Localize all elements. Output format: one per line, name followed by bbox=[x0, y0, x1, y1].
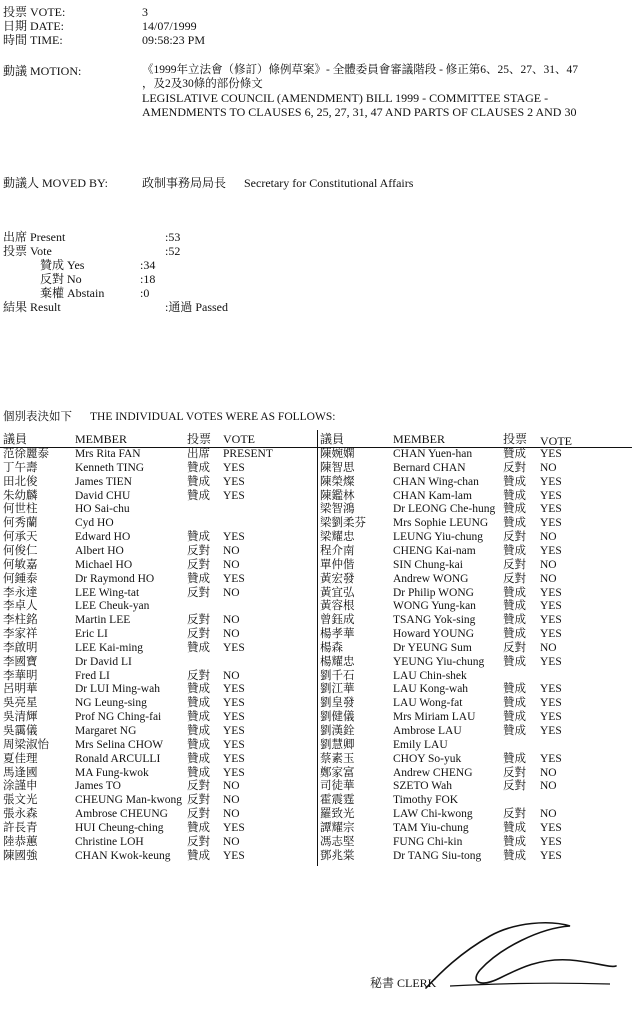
member-name-zh: 單仲偕 bbox=[320, 558, 355, 571]
member-name-zh: 何承天 bbox=[3, 531, 38, 544]
member-name-en: Ronald ARCULLI bbox=[75, 752, 161, 765]
vote-en: YES bbox=[540, 628, 562, 641]
member-name-zh: 李啟明 bbox=[3, 641, 38, 654]
vote-en: YES bbox=[223, 683, 245, 696]
member-name-en: Cyd HO bbox=[75, 517, 114, 530]
member-name-en: James TIEN bbox=[75, 475, 132, 488]
vote-en: NO bbox=[540, 808, 557, 821]
vote-zh: 贊成 bbox=[187, 725, 210, 737]
vote-en: YES bbox=[223, 725, 245, 737]
vote-number: 3 bbox=[142, 5, 148, 19]
member-name-zh: 羅致光 bbox=[320, 808, 355, 821]
vote-zh: 反對 bbox=[187, 835, 210, 848]
motion-line: ，及2及30條的部份條文 bbox=[142, 78, 263, 90]
vote-zh: 反對 bbox=[503, 531, 526, 544]
vote-zh: 贊成 bbox=[503, 849, 526, 862]
member-name-en: Emily LAU bbox=[393, 738, 448, 751]
moved-by-en: Secretary for Constitutional Affairs bbox=[244, 176, 414, 190]
col-member-en-left: MEMBER bbox=[75, 432, 128, 446]
vote-zh: 贊成 bbox=[503, 697, 526, 710]
member-name-zh: 霍震霆 bbox=[320, 794, 355, 807]
vote-zh: 贊成 bbox=[187, 711, 210, 724]
member-name-en: MA Fung-kwok bbox=[75, 766, 149, 779]
vote-zh: 反對 bbox=[187, 808, 210, 821]
member-name-en: YEUNG Yiu-chung bbox=[393, 655, 485, 668]
member-name-en: Eric LI bbox=[75, 628, 108, 641]
vote-en: YES bbox=[540, 683, 562, 696]
vote-en: YES bbox=[223, 461, 245, 474]
vote-en: YES bbox=[223, 489, 245, 502]
vote-en: YES bbox=[540, 600, 562, 613]
member-name-en: WONG Yung-kan bbox=[393, 600, 476, 613]
motion-line: AMENDMENTS TO CLAUSES 6, 25, 27, 31, 47 AND PARTS OF CLAUSES 2 AND 30 bbox=[142, 105, 577, 119]
member-name-zh: 劉千石 bbox=[320, 669, 355, 682]
member-name-zh: 李華明 bbox=[3, 669, 38, 682]
vote-en: NO bbox=[540, 572, 557, 585]
vote-en: YES bbox=[540, 835, 562, 848]
vote-zh: 贊成 bbox=[503, 752, 526, 765]
member-name-zh: 楊耀忠 bbox=[320, 655, 355, 668]
vote-zh: 贊成 bbox=[503, 628, 526, 641]
member-name-zh: 李柱銘 bbox=[3, 614, 38, 627]
member-name-en: CHAN Kam-lam bbox=[393, 489, 472, 502]
member-name-zh: 丁午壽 bbox=[3, 461, 38, 474]
yes-count: :34 bbox=[140, 258, 156, 272]
vote-en: YES bbox=[540, 586, 562, 599]
member-name-zh: 陸恭蕙 bbox=[3, 835, 38, 848]
col-member-zh-left: 議員 bbox=[3, 432, 28, 446]
member-name-en: CHAN Kwok-keung bbox=[75, 849, 171, 862]
vote-zh: 反對 bbox=[187, 586, 210, 599]
vote-zh: 贊成 bbox=[503, 503, 526, 516]
member-name-zh: 陳婉嫻 bbox=[320, 448, 355, 460]
vote-en: YES bbox=[223, 849, 245, 862]
vote-zh: 贊成 bbox=[187, 572, 210, 585]
member-name-en: LEE Kai-ming bbox=[75, 641, 144, 654]
vote-en: YES bbox=[540, 849, 562, 862]
vote-en: NO bbox=[223, 558, 240, 571]
vote-en: NO bbox=[223, 669, 240, 682]
vote-en: YES bbox=[540, 697, 562, 710]
member-name-en: CHOY So-yuk bbox=[393, 752, 462, 765]
vote-zh: 贊成 bbox=[187, 475, 210, 488]
member-name-zh: 吳靄儀 bbox=[3, 725, 38, 737]
vote-number-label: 投票 VOTE: bbox=[3, 5, 66, 19]
vote-en: YES bbox=[540, 475, 562, 488]
member-name-zh: 何秀蘭 bbox=[3, 517, 38, 530]
member-name-en: LAU Wong-fat bbox=[393, 697, 463, 710]
member-name-zh: 劉慧卿 bbox=[320, 738, 355, 751]
member-name-en: Mrs Miriam LAU bbox=[393, 711, 476, 724]
member-name-en: Fred LI bbox=[75, 669, 110, 682]
member-name-en: Mrs Rita FAN bbox=[75, 448, 141, 460]
vote-zh: 反對 bbox=[503, 641, 526, 654]
member-name-en: LEUNG Yiu-chung bbox=[393, 531, 483, 544]
member-name-en: Dr David LI bbox=[75, 655, 132, 668]
vote-en: NO bbox=[223, 835, 240, 848]
member-name-en: Michael HO bbox=[75, 558, 133, 571]
vote-value: :52 bbox=[165, 244, 181, 258]
member-name-zh: 馮志堅 bbox=[320, 835, 355, 848]
vote-zh: 反對 bbox=[187, 614, 210, 627]
vote-en: YES bbox=[223, 697, 245, 710]
vote-en: NO bbox=[223, 780, 240, 793]
clerk-label: 秘書 CLERK bbox=[370, 976, 437, 990]
member-name-en: SIN Chung-kai bbox=[393, 558, 463, 571]
member-name-zh: 劉健儀 bbox=[320, 711, 355, 724]
member-name-zh: 陳國強 bbox=[3, 849, 38, 862]
member-name-en: Dr Raymond HO bbox=[75, 572, 155, 585]
vote-en: YES bbox=[223, 711, 245, 724]
member-name-zh: 涂謹申 bbox=[3, 780, 38, 793]
member-name-en: CHAN Wing-chan bbox=[393, 475, 479, 488]
result-label: 結果 Result bbox=[3, 300, 61, 314]
vote-zh: 反對 bbox=[503, 461, 526, 474]
member-name-en: TAM Yiu-chung bbox=[393, 821, 469, 834]
member-name-zh: 陳智思 bbox=[320, 461, 355, 474]
vote-zh: 贊成 bbox=[187, 752, 210, 765]
vote-zh: 反對 bbox=[187, 669, 210, 682]
member-name-en: LAU Kong-wah bbox=[393, 683, 469, 696]
member-name-en: LEE Cheuk-yan bbox=[75, 600, 150, 613]
member-name-zh: 李家祥 bbox=[3, 628, 38, 641]
member-name-zh: 陳鑑林 bbox=[320, 489, 355, 502]
member-name-en: NG Leung-sing bbox=[75, 697, 147, 710]
member-name-zh: 黃宏發 bbox=[320, 572, 355, 585]
member-name-zh: 司徒華 bbox=[320, 780, 355, 793]
clerk-signature bbox=[420, 918, 620, 998]
vote-zh: 贊成 bbox=[187, 683, 210, 696]
vote-en: YES bbox=[223, 752, 245, 765]
member-name-en: LAU Chin-shek bbox=[393, 669, 467, 682]
vote-en: YES bbox=[223, 531, 245, 544]
member-name-en: Andrew CHENG bbox=[393, 766, 473, 779]
vote-en: YES bbox=[540, 655, 562, 668]
vote-en: NO bbox=[223, 586, 240, 599]
member-name-en: Kenneth TING bbox=[75, 461, 145, 474]
vote-label: 投票 Vote bbox=[3, 244, 52, 258]
moved-by-label: 動議人 MOVED BY: bbox=[3, 176, 108, 190]
vote-en: NO bbox=[540, 641, 557, 654]
vote-en: YES bbox=[540, 725, 562, 737]
member-name-zh: 程介南 bbox=[320, 544, 355, 557]
vote-en: NO bbox=[540, 766, 557, 779]
date-value: 14/07/1999 bbox=[142, 19, 197, 33]
vote-zh: 贊成 bbox=[503, 835, 526, 848]
vote-zh: 贊成 bbox=[503, 655, 526, 668]
vote-en: YES bbox=[540, 503, 562, 516]
vote-zh: 贊成 bbox=[503, 586, 526, 599]
member-name-en: Dr TANG Siu-tong bbox=[393, 849, 482, 862]
individual-heading-zh: 個別表決如下 bbox=[3, 411, 72, 423]
vote-zh: 贊成 bbox=[187, 697, 210, 710]
member-name-zh: 黃容根 bbox=[320, 600, 355, 613]
vote-zh: 反對 bbox=[503, 558, 526, 571]
vote-en: NO bbox=[540, 461, 557, 474]
member-name-zh: 劉江華 bbox=[320, 683, 355, 696]
member-name-zh: 黃宜弘 bbox=[320, 586, 355, 599]
member-name-en: Mrs Selina CHOW bbox=[75, 738, 164, 751]
member-name-zh: 張文光 bbox=[3, 794, 38, 807]
member-name-en: CHAN Yuen-han bbox=[393, 448, 473, 460]
member-name-en: HO Sai-chu bbox=[75, 503, 130, 516]
member-name-zh: 梁劉柔芬 bbox=[320, 517, 366, 530]
vote-en: YES bbox=[540, 711, 562, 724]
present-label: 出席 Present bbox=[3, 230, 66, 244]
vote-zh: 反對 bbox=[503, 808, 526, 821]
motion-line: 《1999年立法會（修訂）條例草案》- 全體委員會審議階段 - 修正第6、25、27、31、47 bbox=[142, 64, 579, 76]
vote-en: NO bbox=[540, 558, 557, 571]
vote-zh: 贊成 bbox=[503, 683, 526, 696]
member-name-en: HUI Cheung-ching bbox=[75, 821, 164, 834]
col-vote-en-left: VOTE bbox=[223, 432, 255, 446]
vote-zh: 贊成 bbox=[503, 711, 526, 724]
member-name-en: Timothy FOK bbox=[393, 794, 459, 807]
member-name-zh: 范徐麗泰 bbox=[3, 448, 49, 460]
member-name-en: Andrew WONG bbox=[393, 572, 469, 585]
present-value: :53 bbox=[165, 230, 181, 244]
member-name-zh: 劉漢銓 bbox=[320, 725, 355, 737]
vote-en: NO bbox=[540, 780, 557, 793]
vote-en: YES bbox=[223, 738, 245, 751]
member-name-en: Dr LUI Ming-wah bbox=[75, 683, 160, 696]
member-name-en: Dr YEUNG Sum bbox=[393, 641, 472, 654]
member-name-zh: 蔡素玉 bbox=[320, 752, 355, 765]
member-name-en: Howard YOUNG bbox=[393, 628, 475, 641]
member-name-zh: 許長青 bbox=[3, 821, 38, 834]
vote-zh: 贊成 bbox=[187, 489, 210, 502]
vote-zh: 贊成 bbox=[187, 738, 210, 751]
member-name-en: CHENG Kai-nam bbox=[393, 544, 476, 557]
vote-en: YES bbox=[540, 614, 562, 627]
member-name-en: Albert HO bbox=[75, 544, 124, 557]
col-member-en-right: MEMBER bbox=[393, 432, 446, 446]
member-name-en: Edward HO bbox=[75, 531, 131, 544]
member-name-zh: 鄭家富 bbox=[320, 766, 355, 779]
member-name-zh: 楊孝華 bbox=[320, 628, 355, 641]
vote-en: NO bbox=[540, 531, 557, 544]
member-name-en: Prof NG Ching-fai bbox=[75, 711, 162, 724]
member-name-zh: 楊森 bbox=[320, 641, 343, 654]
vote-en: YES bbox=[540, 448, 562, 460]
member-name-zh: 何俊仁 bbox=[3, 544, 38, 557]
member-name-zh: 夏佳理 bbox=[3, 752, 38, 765]
individual-heading-en: THE INDIVIDUAL VOTES WERE AS FOLLOWS: bbox=[90, 411, 336, 423]
no-label: 反對 No bbox=[40, 272, 82, 286]
col-vote-zh-left: 投票 bbox=[187, 432, 212, 446]
vote-zh: 贊成 bbox=[503, 489, 526, 502]
vote-zh: 贊成 bbox=[187, 766, 210, 779]
member-name-zh: 田北俊 bbox=[3, 475, 38, 488]
vote-zh: 反對 bbox=[187, 780, 210, 793]
vote-en: YES bbox=[540, 821, 562, 834]
member-name-zh: 李卓人 bbox=[3, 600, 38, 613]
member-name-zh: 張永森 bbox=[3, 808, 38, 821]
vote-zh: 贊成 bbox=[187, 821, 210, 834]
date-label: 日期 DATE: bbox=[3, 19, 64, 33]
col-member-zh-right: 議員 bbox=[320, 432, 345, 446]
column-divider bbox=[317, 430, 318, 866]
vote-en: YES bbox=[223, 641, 245, 654]
member-name-en: Ambrose CHEUNG bbox=[75, 808, 168, 821]
member-name-en: LAW Chi-kwong bbox=[393, 808, 473, 821]
vote-zh: 贊成 bbox=[187, 641, 210, 654]
time-label: 時間 TIME: bbox=[3, 33, 63, 47]
member-name-zh: 何敏嘉 bbox=[3, 558, 38, 571]
member-name-zh: 劉皇發 bbox=[320, 697, 355, 710]
member-name-zh: 李國寶 bbox=[3, 655, 38, 668]
member-name-zh: 馬逢國 bbox=[3, 766, 38, 779]
vote-en: YES bbox=[540, 517, 562, 530]
vote-zh: 贊成 bbox=[503, 448, 526, 460]
yes-label: 贊成 Yes bbox=[40, 258, 85, 272]
vote-zh: 反對 bbox=[187, 544, 210, 557]
vote-zh: 反對 bbox=[187, 628, 210, 641]
member-name-zh: 何世柱 bbox=[3, 503, 38, 516]
member-name-en: CHEUNG Man-kwong bbox=[75, 794, 183, 807]
result-value: :通過 Passed bbox=[165, 300, 229, 314]
member-name-en: Dr LEONG Che-hung bbox=[393, 503, 496, 516]
motion-label: 動議 MOTION: bbox=[3, 64, 82, 78]
member-name-zh: 周梁淑怡 bbox=[3, 738, 49, 751]
member-name-en: Bernard CHAN bbox=[393, 461, 466, 474]
vote-en: NO bbox=[223, 544, 240, 557]
vote-zh: 贊成 bbox=[187, 531, 210, 544]
member-name-zh: 梁耀忠 bbox=[320, 531, 355, 544]
member-name-zh: 吳清輝 bbox=[3, 711, 38, 724]
vote-zh: 贊成 bbox=[503, 821, 526, 834]
member-name-zh: 梁智鴻 bbox=[320, 503, 355, 516]
moved-by-zh: 政制事務局局長 bbox=[142, 176, 227, 190]
vote-zh: 贊成 bbox=[503, 517, 526, 530]
member-name-zh: 譚耀宗 bbox=[320, 821, 355, 834]
vote-zh: 贊成 bbox=[503, 614, 526, 627]
member-name-zh: 何鍾泰 bbox=[3, 572, 38, 585]
vote-en: NO bbox=[223, 808, 240, 821]
vote-en: PRESENT bbox=[223, 448, 273, 460]
member-name-en: LEE Wing-tat bbox=[75, 586, 140, 599]
member-name-en: Christine LOH bbox=[75, 835, 144, 848]
member-name-en: SZETO Wah bbox=[393, 780, 453, 793]
member-name-zh: 鄧兆棠 bbox=[320, 849, 355, 862]
member-name-en: Dr Philip WONG bbox=[393, 586, 474, 599]
vote-zh: 贊成 bbox=[187, 849, 210, 862]
member-name-en: Mrs Sophie LEUNG bbox=[393, 517, 489, 530]
vote-zh: 贊成 bbox=[503, 600, 526, 613]
vote-zh: 反對 bbox=[503, 780, 526, 793]
member-name-zh: 曾鈺成 bbox=[320, 614, 355, 627]
member-name-en: FUNG Chi-kin bbox=[393, 835, 463, 848]
time-value: 09:58:23 PM bbox=[142, 33, 206, 47]
motion-line: LEGISLATIVE COUNCIL (AMENDMENT) BILL 1999 - COMMITTEE STAGE - bbox=[142, 91, 549, 105]
no-count: :18 bbox=[140, 272, 156, 286]
vote-en: NO bbox=[223, 628, 240, 641]
vote-zh: 反對 bbox=[187, 558, 210, 571]
member-name-zh: 朱幼麟 bbox=[3, 489, 38, 502]
abstain-label: 棄權 Abstain bbox=[40, 286, 105, 300]
member-name-zh: 吳亮星 bbox=[3, 697, 38, 710]
member-name-en: Ambrose LAU bbox=[393, 725, 462, 737]
member-name-zh: 呂明華 bbox=[3, 683, 38, 696]
vote-zh: 贊成 bbox=[503, 725, 526, 737]
member-name-en: Martin LEE bbox=[75, 614, 131, 627]
vote-zh: 反對 bbox=[187, 794, 210, 807]
vote-zh: 贊成 bbox=[503, 475, 526, 488]
member-name-en: TSANG Yok-sing bbox=[393, 614, 476, 627]
abstain-count: :0 bbox=[140, 286, 150, 300]
vote-en: NO bbox=[223, 794, 240, 807]
vote-en: YES bbox=[223, 766, 245, 779]
col-vote-zh-right: 投票 bbox=[503, 432, 528, 446]
vote-zh: 贊成 bbox=[187, 461, 210, 474]
member-name-en: Margaret NG bbox=[75, 725, 137, 737]
vote-zh: 贊成 bbox=[503, 544, 526, 557]
vote-zh: 反對 bbox=[503, 766, 526, 779]
vote-en: YES bbox=[223, 821, 245, 834]
col-vote-en-right: VOTE bbox=[540, 434, 572, 448]
vote-zh: 出席 bbox=[187, 448, 210, 460]
member-name-en: James TO bbox=[75, 780, 121, 793]
member-name-zh: 陳榮燦 bbox=[320, 475, 355, 488]
vote-zh: 反對 bbox=[503, 572, 526, 585]
vote-en: YES bbox=[223, 572, 245, 585]
vote-en: NO bbox=[223, 614, 240, 627]
vote-en: YES bbox=[540, 752, 562, 765]
member-name-en: David CHU bbox=[75, 489, 131, 502]
vote-en: YES bbox=[223, 475, 245, 488]
vote-en: YES bbox=[540, 544, 562, 557]
vote-en: YES bbox=[540, 489, 562, 502]
member-name-zh: 李永達 bbox=[3, 586, 38, 599]
